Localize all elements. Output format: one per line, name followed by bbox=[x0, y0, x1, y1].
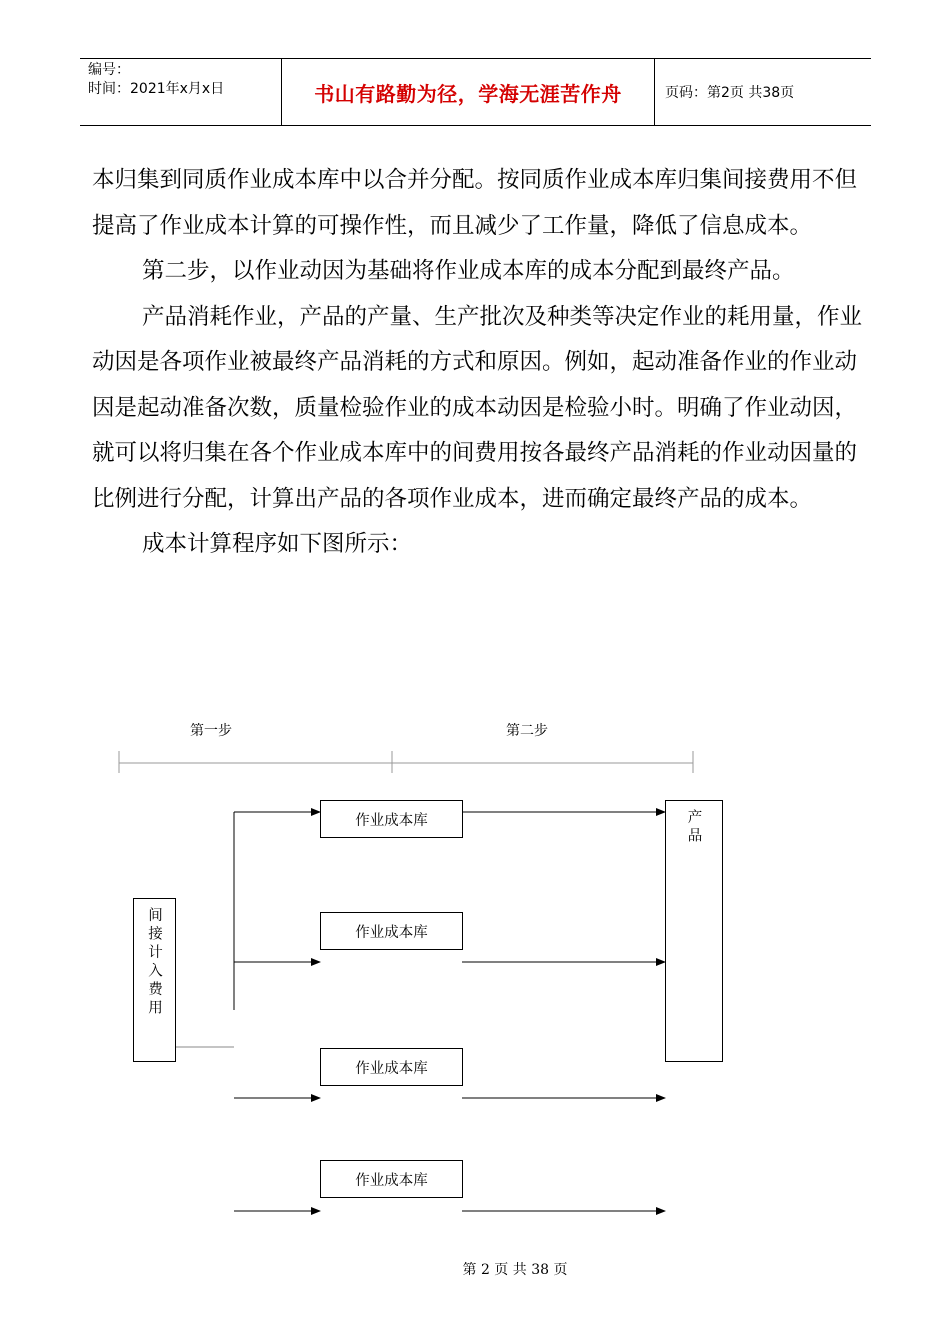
step-2-label: 第二步 bbox=[506, 723, 548, 739]
paragraph-1: 本归集到同质作业成本库中以合并分配。按同质作业成本库归集间接费用不但提高了作业成本计算的可操作性，而且减少了工作量，降低了信息成本。 bbox=[92, 167, 858, 239]
step-bracket bbox=[119, 751, 693, 773]
header-number: 编号： bbox=[88, 62, 130, 78]
product-box: 产品 bbox=[665, 800, 723, 1062]
paragraph-2: 第二步，以作业动因为基础将作业成本库的成本分配到最终产品。 bbox=[142, 258, 795, 284]
indirect-cost-box: 间接计入费用 bbox=[133, 898, 176, 1062]
header-time: 时间：2021年x月x日 bbox=[88, 81, 225, 97]
header-motto: 书山有路勤为径，学海无涯苦作舟 bbox=[281, 59, 655, 125]
page-footer: 第 2 页 共 38 页 bbox=[462, 1262, 568, 1278]
activity-pool-1: 作业成本库 bbox=[320, 800, 463, 838]
header-page-info: 页码：第2页 共38页 bbox=[665, 85, 795, 101]
activity-pool-4: 作业成本库 bbox=[320, 1160, 463, 1198]
activity-pool-3: 作业成本库 bbox=[320, 1048, 463, 1086]
step-1-label: 第一步 bbox=[190, 723, 232, 739]
activity-pool-2: 作业成本库 bbox=[320, 912, 463, 950]
paragraph-3: 产品消耗作业，产品的产量、生产批次及种类等决定作业的耗用量，作业动因是各项作业被最终产品消耗的方式和原因。例如，起动准备作业的作业动因是起动准备次数，质量检验作业的成本动因是检验小时。明确了作业动因，就可以将归集在各个作业成本库中的间费用按各最终产品消耗的作业动因量的比例进行分配，计算出产品的各项作业成本，进而确定最终产品的成本。 bbox=[92, 303, 863, 512]
paragraph-4: 成本计算程序如下图所示： bbox=[142, 531, 413, 557]
